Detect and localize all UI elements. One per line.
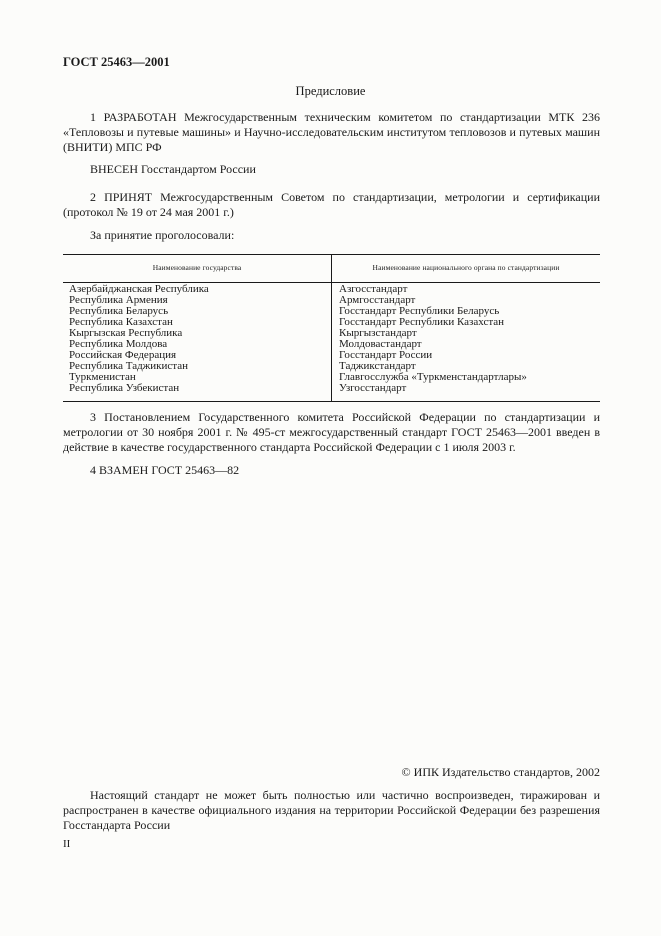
- table-cell-state: Туркменистан: [69, 371, 136, 383]
- table-cell-body: Кыргызстандарт: [339, 327, 417, 339]
- page-title: Предисловие: [295, 84, 366, 98]
- table-cell-state: Кыргызская Республика: [69, 327, 183, 339]
- table-cell-body: Госстандарт Республики Казахстан: [339, 316, 505, 328]
- table-cell-state: Республика Казахстан: [69, 316, 173, 328]
- voting-table: [63, 254, 600, 402]
- states-column: [69, 284, 209, 394]
- table-cell-state: Республика Армения: [69, 294, 168, 306]
- voted-paragraph: За принятие проголосовали:: [90, 228, 235, 242]
- introduced-paragraph: ВНЕСЕН Госстандартом России: [90, 162, 256, 176]
- table-cell-body: Таджикстандарт: [339, 360, 416, 372]
- column-divider: [331, 255, 332, 401]
- table-cell-body: Госстандарт России: [339, 349, 433, 361]
- page-number: II: [63, 838, 71, 850]
- table-cell-body: Азгосстандарт: [339, 283, 408, 295]
- table-cell-body: Молдовастандарт: [339, 338, 422, 350]
- table-cell-state: Республика Узбекистан: [69, 382, 180, 394]
- standard-code: ГОСТ 25463—2001: [63, 55, 170, 69]
- table-cell-body: Госстандарт Республики Беларусь: [339, 305, 500, 317]
- table-cell-state: Республика Таджикистан: [69, 360, 188, 372]
- table-cell-body: Главгосслужба «Туркменстандартлары»: [339, 371, 527, 383]
- header-state: Наименование государства: [152, 263, 242, 272]
- decree-paragraph: 3 Постановлением Государственного комитета Российской Федерации по стандартизации и метрологии от 30 ноября 2001 г. № 495-ст межгосударственный стандарт ГОСТ 25463—2001 введен в действие в качестве государственного стандарта Российской Федерации с 1 июля 2003 г.: [63, 410, 600, 454]
- table-cell-state: Российская Федерация: [69, 349, 177, 361]
- table-cell-state: Республика Молдова: [69, 338, 168, 350]
- developed-paragraph: 1 РАЗРАБОТАН Межгосударственным техническим комитетом по стандартизации МТК 236 «Тепловозы и путевые машины» и Научно-исследовательским институтом тепловозов и путевых машин (ВНИТИ) МПС РФ: [63, 110, 600, 154]
- table-cell-body: Армгосстандарт: [339, 294, 416, 306]
- bodies-column: [339, 284, 527, 394]
- table-cell-body: Узгосстандарт: [339, 382, 407, 394]
- adopted-paragraph: 2 ПРИНЯТ Межгосударственным Советом по стандартизации, метрологии и сертификации (протокол № 19 от 24 мая 2001 г.): [63, 190, 600, 219]
- reproduction-note: Настоящий стандарт не может быть полностью или частично воспроизведен, тиражирован и распространен в качестве официального издания на территории Российской Федерации без разрешения Госстандарта России: [63, 788, 600, 832]
- table-cell-state: Азербайджанская Республика: [69, 283, 209, 295]
- table-cell-state: Республика Беларусь: [69, 305, 169, 317]
- replaces-paragraph: 4 ВЗАМЕН ГОСТ 25463—82: [90, 463, 240, 477]
- copyright-notice: © ИПК Издательство стандартов, 2002: [401, 765, 600, 779]
- header-body: Наименование национального органа по стандартизации: [372, 263, 560, 272]
